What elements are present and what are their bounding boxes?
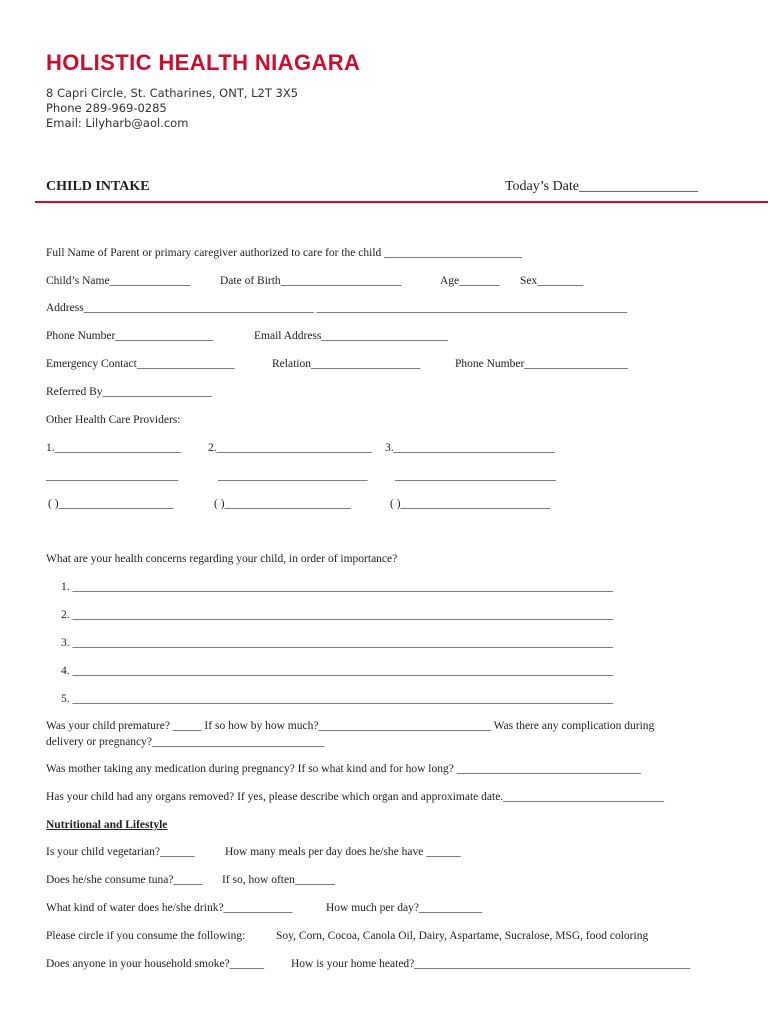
health-concerns-question: What are your health concerns regarding your child, in order of importance? (46, 553, 398, 565)
circle-consumption-label: Please circle if you consume the following: (46, 930, 246, 942)
household-smoke-question[interactable]: Does anyone in your household smoke?______ (46, 958, 265, 970)
tuna-frequency-field[interactable]: If so, how often_______ (222, 874, 336, 886)
water-type-question[interactable]: What kind of water does he/she drink?____________ (46, 902, 293, 914)
email-address-field[interactable]: Email Address______________________ (254, 330, 448, 342)
premature-question[interactable]: Was your child premature? _____ If so how by how much?______________________________ Was there any complication during (46, 720, 655, 732)
date-of-birth-field[interactable]: Date of Birth_____________________ (220, 275, 402, 287)
organization-address: 8 Capri Circle, St. Catharines, ONT, L2T 3X5 (46, 86, 299, 100)
address-field[interactable]: Address________________________________________ ______________________________________________________ (46, 302, 628, 314)
consumption-items-list[interactable]: Soy, Corn, Cocoa, Canola Oil, Dairy, Aspartame, Sucralose, MSG, food coloring (276, 930, 649, 942)
todays-date-field[interactable]: Today’s Date_________________ (504, 179, 698, 194)
form-title-bar (35, 178, 768, 204)
concern-4-field[interactable]: 4. ______________________________________________________________________________________________ (61, 665, 613, 677)
concern-3-field[interactable]: 3. ______________________________________________________________________________________________ (61, 637, 613, 649)
title-divider (35, 201, 768, 203)
provider-3-field[interactable]: 3.____________________________ (385, 442, 555, 454)
parent-name-field[interactable]: Full Name of Parent or primary caregiver authorized to care for the child ________________________ (46, 247, 523, 259)
relation-field[interactable]: Relation___________________ (272, 358, 421, 370)
age-field[interactable]: Age_______ (440, 275, 500, 287)
emergency-phone-field[interactable]: Phone Number__________________ (455, 358, 628, 370)
organs-removed-question[interactable]: Has your child had any organs removed? If yes, please describe which organ and approximate date.____________________________ (46, 791, 665, 803)
provider-3-blank[interactable]: ____________________________ (395, 470, 556, 482)
concern-1-field[interactable]: 1. ______________________________________________________________________________________________ (61, 581, 613, 593)
organization-phone: Phone 289-969-0285 (46, 101, 167, 115)
provider-3-phone[interactable]: ( )__________________________ (390, 498, 551, 510)
emergency-contact-field[interactable]: Emergency Contact_________________ (46, 358, 235, 370)
provider-2-blank[interactable]: __________________________ (218, 470, 368, 482)
referred-by-field[interactable]: Referred By___________________ (46, 386, 212, 398)
medication-question[interactable]: Was mother taking any medication during pregnancy? If so what kind and for how long? ________________________________ (46, 763, 641, 775)
organization-email: Email: Lilyharb@aol.com (46, 116, 189, 130)
provider-1-blank[interactable]: _______________________ (46, 470, 179, 482)
home-heating-question[interactable]: How is your home heated?________________________________________________ (291, 958, 691, 970)
sex-field[interactable]: Sex________ (520, 275, 584, 287)
delivery-complication-field[interactable]: delivery or pregnancy?______________________________ (46, 736, 325, 748)
phone-number-field[interactable]: Phone Number_________________ (46, 330, 214, 342)
provider-1-phone[interactable]: ( )____________________ (48, 498, 174, 510)
child-name-field[interactable]: Child’s Name______________ (46, 275, 191, 287)
provider-1-field[interactable]: 1.______________________ (46, 442, 182, 454)
concern-2-field[interactable]: 2. ______________________________________________________________________________________________ (61, 609, 613, 621)
concern-5-field[interactable]: 5. ______________________________________________________________________________________________ (61, 693, 613, 705)
form-title: CHILD INTAKE (46, 179, 150, 194)
other-providers-label: Other Health Care Providers: (46, 414, 181, 426)
vegetarian-question[interactable]: Is your child vegetarian?______ (46, 846, 195, 858)
provider-2-phone[interactable]: ( )______________________ (214, 498, 352, 510)
organization-name: HOLISTIC HEALTH NIAGARA (46, 50, 361, 75)
tuna-question[interactable]: Does he/she consume tuna?_____ (46, 874, 203, 886)
nutrition-lifestyle-heading: Nutritional and Lifestyle (46, 819, 168, 831)
provider-2-field[interactable]: 2.___________________________ (208, 442, 372, 454)
water-amount-field[interactable]: How much per day?___________ (326, 902, 483, 914)
meals-per-day-question[interactable]: How many meals per day does he/she have ______ (225, 846, 461, 858)
